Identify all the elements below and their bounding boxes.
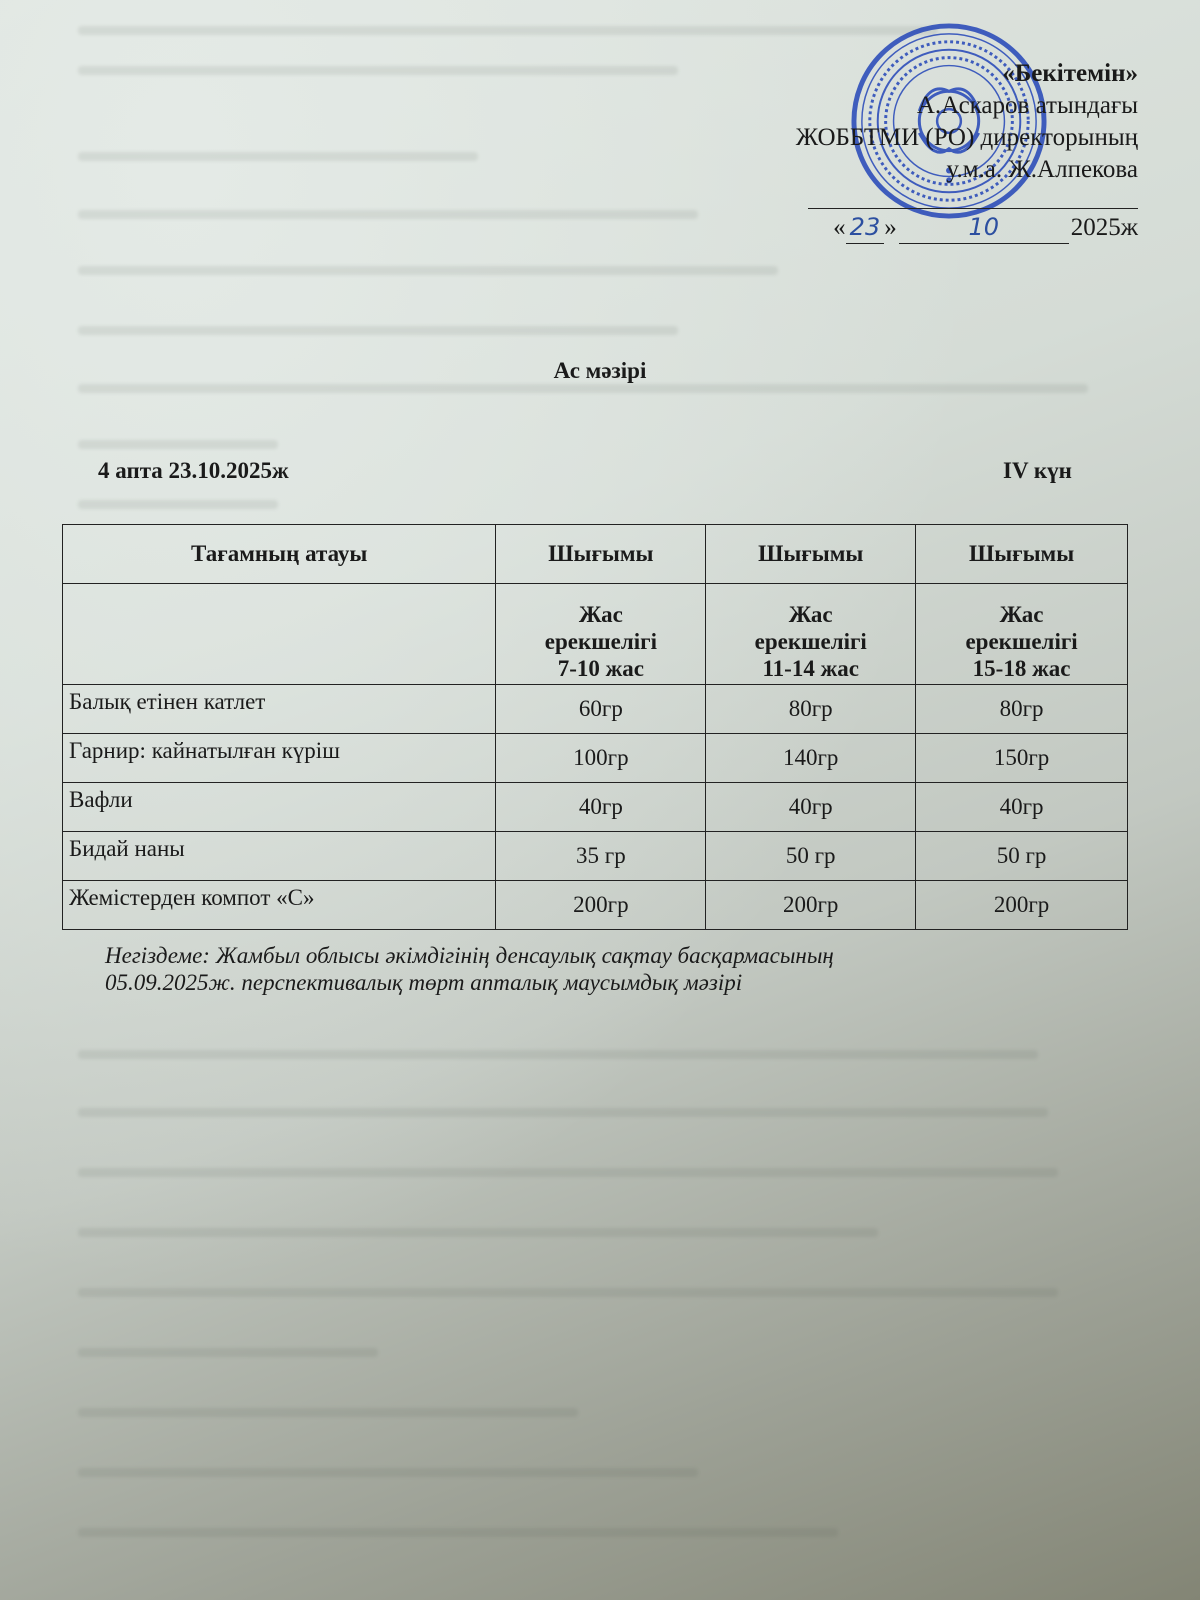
header-output-11-14: Шығымы <box>706 525 916 584</box>
age-group-15-18 <box>916 584 1128 685</box>
age-group-7-10 <box>496 584 706 685</box>
approval-block <box>718 58 1138 244</box>
table-header-row <box>63 525 1128 584</box>
age-label: Жас <box>999 602 1044 627</box>
portion-11-14: 200гр <box>706 881 916 930</box>
table-row <box>63 685 1128 734</box>
portion-15-18: 50 гр <box>916 832 1128 881</box>
signature-line <box>808 186 1138 209</box>
age-group-11-14 <box>706 584 916 685</box>
dish-name: Жемістерден компот «С» <box>63 881 496 930</box>
portion-7-10: 100гр <box>496 734 706 783</box>
age-range: 15-18 жас <box>972 656 1071 681</box>
approval-school-line: А.Аскаров атындағы <box>916 92 1138 119</box>
approval-title: «Бекітемін» <box>1002 60 1138 87</box>
table-row <box>63 783 1128 832</box>
portion-11-14: 40гр <box>706 783 916 832</box>
portion-15-18: 40гр <box>916 783 1128 832</box>
age-range: 7-10 жас <box>557 656 645 681</box>
age-label: Жас <box>578 602 623 627</box>
age-label: Жас <box>788 602 833 627</box>
portion-7-10: 60гр <box>496 685 706 734</box>
date-close-quote: » <box>884 214 897 241</box>
portion-7-10: 35 гр <box>496 832 706 881</box>
basis-note <box>105 942 1045 996</box>
week-date-label: 4 апта 23.10.2025ж <box>98 458 289 483</box>
age-feature-label: ерекшелігі <box>754 629 867 654</box>
date-day-handwritten: 23 <box>846 211 885 244</box>
dish-name: Бидай наны <box>63 832 496 881</box>
portion-7-10: 200гр <box>496 881 706 930</box>
age-feature-label: ерекшелігі <box>965 629 1078 654</box>
date-year: 2025ж <box>1070 214 1138 241</box>
dish-name: Вафли <box>63 783 496 832</box>
portion-15-18: 80гр <box>916 685 1128 734</box>
table-age-row <box>63 584 1128 685</box>
header-output-15-18: Шығымы <box>916 525 1128 584</box>
table-row <box>63 832 1128 881</box>
dish-name: Балық етінен катлет <box>63 685 496 734</box>
day-number-label: IV күн <box>1003 458 1072 483</box>
portion-7-10: 40гр <box>496 783 706 832</box>
portion-11-14: 140гр <box>706 734 916 783</box>
approval-date <box>718 211 1138 244</box>
portion-15-18: 200гр <box>916 881 1128 930</box>
basis-line-1: Негіздеме: Жамбыл облысы әкімдігінің денсаулық сақтау басқармасының <box>105 943 834 968</box>
approval-signer-name: у.м.а. Ж.Алпекова <box>946 156 1138 183</box>
basis-line-2: 05.09.2025ж. перспективалық төрт апталық маусымдық мәзірі <box>105 970 743 995</box>
header-dish-name: Тағамның атауы <box>63 525 496 584</box>
age-feature-label: ерекшелігі <box>544 629 657 654</box>
portion-11-14: 80гр <box>706 685 916 734</box>
approval-director-line: ЖОББТМИ (РО) директорының <box>795 124 1138 151</box>
date-month-handwritten: 10 <box>899 211 1069 244</box>
portion-11-14: 50 гр <box>706 832 916 881</box>
age-range: 11-14 жас <box>762 656 859 681</box>
age-empty-cell <box>63 584 496 685</box>
document-title: Ас мәзірі <box>553 358 647 383</box>
menu-table <box>62 524 1128 930</box>
portion-15-18: 150гр <box>916 734 1128 783</box>
header-output-7-10: Шығымы <box>496 525 706 584</box>
table-row <box>63 881 1128 930</box>
dish-name: Гарнир: кайнатылған күріш <box>63 734 496 783</box>
table-row <box>63 734 1128 783</box>
date-open-quote: « <box>833 214 846 241</box>
